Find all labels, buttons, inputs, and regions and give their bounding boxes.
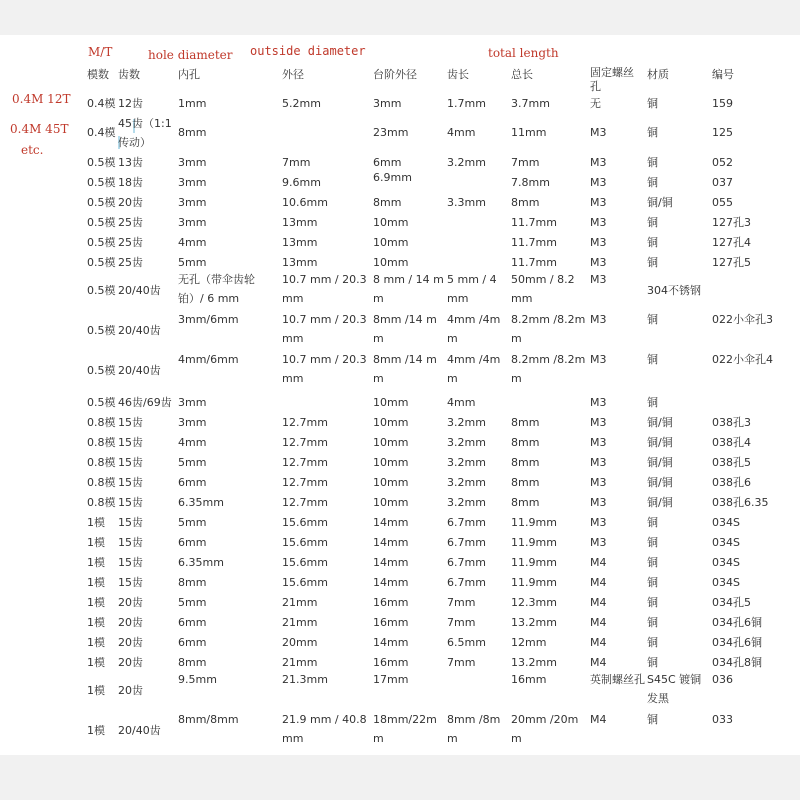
annotation-hole-diameter: hole diameter — [148, 48, 233, 62]
cell-tooth-length: 6.7mm — [447, 536, 486, 549]
cell-module: 0.8模 — [87, 476, 116, 489]
cell-set-screw: M4 — [590, 656, 607, 669]
cell-step-diameter: 14mm — [373, 576, 409, 589]
header-teeth: 齿数 — [118, 68, 140, 81]
cell-part-number: 034孔8铜 — [712, 656, 762, 669]
cell-tooth-length: 8mm /8mm — [447, 713, 501, 745]
cell-tooth-length: 3.2mm — [447, 156, 486, 169]
cell-teeth: 15齿 — [118, 556, 143, 569]
cell-teeth: 25齿 — [118, 256, 143, 269]
cell-bore: 5mm — [178, 256, 207, 269]
cell-tooth-length: 4mm — [447, 126, 476, 139]
cell-set-screw: M3 — [590, 353, 607, 366]
cell-tooth-length: 3.2mm — [447, 496, 486, 509]
cell-teeth: 25齿 — [118, 216, 143, 229]
cell-step-diameter: 8mm /14 mm — [373, 313, 437, 345]
cell-material: 铜/铜 — [647, 416, 673, 429]
cell-bore: 9.5mm — [178, 673, 217, 686]
annotation-total-length: total length — [488, 46, 559, 60]
header-total-length: 总长 — [511, 68, 533, 81]
cell-outer-diameter: 9.6mm — [282, 176, 321, 189]
cell-module: 0.5模 — [87, 396, 116, 409]
cell-total-length: 13.2mm — [511, 616, 557, 629]
cell-part-number: 052 — [712, 156, 733, 169]
cell-set-screw: M3 — [590, 273, 607, 286]
cell-part-number: 159 — [712, 97, 733, 110]
cell-outer-diameter: 21mm — [282, 616, 318, 629]
cell-part-number: 022小伞孔3 — [712, 313, 773, 326]
cell-outer-diameter: 13mm — [282, 216, 318, 229]
cell-teeth: 25齿 — [118, 236, 143, 249]
cell-teeth: 15齿 — [118, 476, 143, 489]
cell-bore: 3mm — [178, 196, 207, 209]
cell-material: 铜 — [647, 396, 658, 409]
annotation-outside-diameter: outside diameter — [250, 44, 366, 58]
cell-total-length: 13.2mm — [511, 656, 557, 669]
cell-total-length: 11.7mm — [511, 236, 557, 249]
cell-bore: 3mm — [178, 156, 207, 169]
cell-outer-diameter: 5.2mm — [282, 97, 321, 110]
cell-outer-diameter: 15.6mm — [282, 536, 328, 549]
header-material: 材质 — [647, 68, 669, 81]
cell-material: 铜 — [647, 576, 658, 589]
cell-tooth-length: 3.2mm — [447, 476, 486, 489]
cell-set-screw: M4 — [590, 636, 607, 649]
cell-part-number: 038孔3 — [712, 416, 751, 429]
cell-bore: 6mm — [178, 636, 207, 649]
cell-outer-diameter: 12.7mm — [282, 416, 328, 429]
cell-tooth-length: 5 mm / 4 mm — [447, 273, 497, 305]
cell-total-length: 11.9mm — [511, 516, 557, 529]
cell-bore: 3mm — [178, 396, 207, 409]
cell-step-diameter: 10mm — [373, 436, 409, 449]
cell-module: 0.5模 — [87, 196, 116, 209]
cell-total-length: 12mm — [511, 636, 547, 649]
cell-step-diameter: 17mm — [373, 673, 409, 686]
cell-part-number: 055 — [712, 196, 733, 209]
cell-outer-diameter: 12.7mm — [282, 456, 328, 469]
cell-teeth: 20齿 — [118, 196, 143, 209]
cell-outer-diameter: 15.6mm — [282, 576, 328, 589]
cell-total-length: 16mm — [511, 673, 547, 686]
cell-set-screw: M3 — [590, 476, 607, 489]
cell-teeth: 15齿 — [118, 416, 143, 429]
cell-step-diameter: 14mm — [373, 556, 409, 569]
cell-material: 铜/铜 — [647, 496, 673, 509]
cell-teeth: 15齿 — [118, 536, 143, 549]
cell-module: 0.8模 — [87, 416, 116, 429]
cell-bore: 6mm — [178, 476, 207, 489]
cell-module: 0.5模 — [87, 236, 116, 249]
cell-outer-diameter: 7mm — [282, 156, 311, 169]
cell-step-diameter: 8 mm / 14 mm — [373, 273, 444, 305]
cell-bore: 4mm — [178, 236, 207, 249]
cell-total-length: 20mm /20mm — [511, 713, 579, 745]
cell-material: 铜 — [647, 713, 658, 726]
cell-total-length: 8.2mm /8.2mm — [511, 313, 586, 345]
cell-bore: 8mm — [178, 576, 207, 589]
cell-module: 1模 — [87, 636, 105, 649]
cell-tooth-length: 1.7mm — [447, 97, 486, 110]
cell-step-diameter: 10mm — [373, 456, 409, 469]
cell-part-number: 034孔5 — [712, 596, 751, 609]
cell-teeth: 13齿 — [118, 156, 143, 169]
cell-module: 1模 — [87, 536, 105, 549]
cell-module: 0.8模 — [87, 496, 116, 509]
cell-total-length: 11.7mm — [511, 216, 557, 229]
cell-step-diameter: 10mm — [373, 476, 409, 489]
cell-module: 0.5模 — [87, 216, 116, 229]
cell-part-number: 034孔6铜 — [712, 616, 762, 629]
cell-tooth-length: 3.2mm — [447, 456, 486, 469]
cell-step-diameter: 16mm — [373, 616, 409, 629]
cell-material: 铜 — [647, 656, 658, 669]
cell-step-diameter: 10mm — [373, 416, 409, 429]
cell-material: 铜 — [647, 636, 658, 649]
cell-tooth-length: 7mm — [447, 616, 476, 629]
cell-part-number: 127孔4 — [712, 236, 751, 249]
cell-material: 铜 — [647, 256, 658, 269]
header-module: 模数 — [87, 68, 109, 81]
cell-module: 0.5模 — [87, 284, 116, 297]
cell-part-number: 038孔6 — [712, 476, 751, 489]
cell-step-diameter: 8mm /14 mm — [373, 353, 437, 385]
cell-step-diameter: 16mm — [373, 596, 409, 609]
cell-part-number: 033 — [712, 713, 733, 726]
cell-module: 0.5模 — [87, 256, 116, 269]
cell-set-screw: M3 — [590, 236, 607, 249]
cell-module: 1模 — [87, 684, 105, 697]
cell-set-screw: M4 — [590, 556, 607, 569]
cell-module: 0.8模 — [87, 456, 116, 469]
cell-bore: 6.35mm — [178, 556, 224, 569]
cell-set-screw: M4 — [590, 616, 607, 629]
cell-module: 1模 — [87, 656, 105, 669]
cell-total-length: 7.8mm — [511, 176, 550, 189]
cell-step-diameter: 23mm — [373, 126, 409, 139]
cell-material: 304不锈钢 — [647, 284, 701, 297]
cell-tooth-length: 3.3mm — [447, 196, 486, 209]
annotation-mt: M/T — [88, 45, 113, 59]
cell-step-diameter: 10mm — [373, 396, 409, 409]
header-step-diameter: 台阶外径 — [373, 68, 417, 81]
cell-tooth-length: 4mm — [447, 396, 476, 409]
cell-set-screw: 英制螺丝孔 — [590, 673, 645, 686]
cell-outer-diameter: 21mm — [282, 596, 318, 609]
cell-set-screw: M3 — [590, 516, 607, 529]
cell-outer-diameter: 12.7mm — [282, 476, 328, 489]
cell-set-screw: M4 — [590, 713, 607, 726]
annotation-example-2: 0.4M 45T — [10, 122, 69, 136]
cell-module: 0.5模 — [87, 324, 116, 337]
annotation-etc: etc. — [21, 143, 44, 157]
cell-module: 0.4模 — [87, 126, 116, 139]
cell-step-diameter: 10mm — [373, 216, 409, 229]
cell-material: 铜 — [647, 97, 658, 110]
cell-step-diameter: 3mm — [373, 97, 402, 110]
cell-teeth: 15齿 — [118, 516, 143, 529]
cell-set-screw: M3 — [590, 396, 607, 409]
cell-material: 铜 — [647, 353, 658, 366]
annotation-example-1: 0.4M 12T — [12, 92, 71, 106]
cell-set-screw: M3 — [590, 156, 607, 169]
cell-set-screw: M3 — [590, 416, 607, 429]
cell-total-length: 8mm — [511, 496, 540, 509]
cell-tooth-length: 6.5mm — [447, 636, 486, 649]
cell-module: 0.5模 — [87, 156, 116, 169]
cell-bore: 3mm — [178, 216, 207, 229]
cell-teeth: 20/40齿 — [118, 284, 161, 297]
cell-step-diameter: 6.9mm — [373, 171, 412, 184]
cell-material: 铜 — [647, 616, 658, 629]
cell-material: S45C 镀铜发黑 — [647, 673, 702, 705]
cell-teeth: 20/40齿 — [118, 724, 161, 737]
cell-teeth: 20齿 — [118, 616, 143, 629]
cell-total-length: 50mm / 8.2 mm — [511, 273, 575, 305]
cell-module: 1模 — [87, 556, 105, 569]
cell-material: 铜 — [647, 236, 658, 249]
cell-bore: 3mm/6mm — [178, 313, 239, 326]
cell-total-length: 11mm — [511, 126, 547, 139]
cell-total-length: 8mm — [511, 476, 540, 489]
cell-step-diameter: 10mm — [373, 496, 409, 509]
cell-module: 1模 — [87, 724, 105, 737]
cell-module: 0.5模 — [87, 176, 116, 189]
cell-total-length: 8mm — [511, 436, 540, 449]
header-tooth-length: 齿长 — [447, 68, 469, 81]
cell-bore: 6.35mm — [178, 496, 224, 509]
cell-teeth: 20齿 — [118, 596, 143, 609]
cell-total-length: 11.9mm — [511, 556, 557, 569]
cell-bore: 1mm — [178, 97, 207, 110]
cell-material: 铜 — [647, 176, 658, 189]
cell-teeth: 15齿 — [118, 496, 143, 509]
cell-step-diameter: 14mm — [373, 516, 409, 529]
cell-outer-diameter: 10.6mm — [282, 196, 328, 209]
cell-material: 铜 — [647, 516, 658, 529]
cell-teeth: 20齿 — [118, 656, 143, 669]
cell-total-length: 8mm — [511, 196, 540, 209]
cell-set-screw: M3 — [590, 216, 607, 229]
cell-module: 0.8模 — [87, 436, 116, 449]
cell-tooth-length: 3.2mm — [447, 416, 486, 429]
cell-total-length: 11.7mm — [511, 256, 557, 269]
cell-total-length: 8mm — [511, 416, 540, 429]
cell-total-length: 3.7mm — [511, 97, 550, 110]
cell-tooth-length: 3.2mm — [447, 436, 486, 449]
cell-outer-diameter: 10.7 mm / 20.3mm — [282, 313, 367, 345]
cell-tooth-length: 7mm — [447, 656, 476, 669]
cell-part-number: 036 — [712, 673, 733, 686]
cell-part-number: 022小伞孔4 — [712, 353, 773, 366]
cell-set-screw: M3 — [590, 126, 607, 139]
cell-material: 铜 — [647, 596, 658, 609]
cell-outer-diameter: 21.3mm — [282, 673, 328, 686]
cell-material: 铜/铜 — [647, 436, 673, 449]
cell-set-screw: M3 — [590, 436, 607, 449]
cell-part-number: 038孔4 — [712, 436, 751, 449]
cell-module: 0.4模 — [87, 97, 116, 110]
cell-bore: 3mm — [178, 416, 207, 429]
cell-material: 铜 — [647, 126, 658, 139]
cell-material: 铜 — [647, 313, 658, 326]
cell-module: 1模 — [87, 576, 105, 589]
cell-part-number: 127孔3 — [712, 216, 751, 229]
cell-teeth: 46齿/69齿 — [118, 396, 172, 409]
cell-teeth: 18齿 — [118, 176, 143, 189]
cell-bore: 无孔（带伞齿轮铂）/ 6 mm — [178, 273, 255, 305]
cell-tooth-length: 6.7mm — [447, 576, 486, 589]
cell-outer-diameter: 21mm — [282, 656, 318, 669]
cell-set-screw: M3 — [590, 256, 607, 269]
cell-teeth: 12齿 — [118, 97, 143, 110]
cell-module: 0.5模 — [87, 364, 116, 377]
cell-total-length: 7mm — [511, 156, 540, 169]
cell-set-screw: M4 — [590, 576, 607, 589]
cell-tooth-length: 6.7mm — [447, 556, 486, 569]
cell-set-screw: M3 — [590, 176, 607, 189]
cell-material: 铜 — [647, 216, 658, 229]
cell-teeth: 15齿 — [118, 456, 143, 469]
cell-outer-diameter: 13mm — [282, 256, 318, 269]
cell-bore: 6mm — [178, 616, 207, 629]
cell-tooth-length: 7mm — [447, 596, 476, 609]
cell-total-length: 8.2mm /8.2mm — [511, 353, 586, 385]
cell-step-diameter: 10mm — [373, 236, 409, 249]
cell-tooth-length: 4mm /4mm — [447, 353, 501, 385]
cell-bore: 6mm — [178, 536, 207, 549]
cell-outer-diameter: 12.7mm — [282, 436, 328, 449]
cell-material: 铜/铜 — [647, 476, 673, 489]
header-part-number: 编号 — [712, 68, 734, 81]
cell-part-number: 034S — [712, 536, 740, 549]
cell-set-screw: M3 — [590, 496, 607, 509]
cell-set-screw: 无 — [590, 97, 601, 110]
cell-teeth: 20/40齿 — [118, 364, 161, 377]
cell-set-screw: M4 — [590, 596, 607, 609]
cell-teeth: 20齿 — [118, 684, 143, 697]
cell-total-length: 11.9mm — [511, 536, 557, 549]
cell-step-diameter: 16mm — [373, 656, 409, 669]
cell-part-number: 125 — [712, 126, 733, 139]
cell-part-number: 034孔6铜 — [712, 636, 762, 649]
cell-bore: 5mm — [178, 516, 207, 529]
cell-bore: 4mm/6mm — [178, 353, 239, 366]
cell-part-number: 034S — [712, 516, 740, 529]
cell-outer-diameter: 15.6mm — [282, 556, 328, 569]
cell-material: 铜 — [647, 556, 658, 569]
cell-bore: 5mm — [178, 596, 207, 609]
cell-bore: 8mm/8mm — [178, 713, 239, 726]
cell-module: 1模 — [87, 596, 105, 609]
cell-material: 铜 — [647, 536, 658, 549]
cell-step-diameter: 6mm — [373, 156, 402, 169]
cell-tooth-length: 4mm /4mm — [447, 313, 501, 345]
cell-teeth: 45齿（1:1传动） — [118, 117, 172, 149]
cell-outer-diameter: 21.9 mm / 40.8 mm — [282, 713, 367, 745]
cell-outer-diameter: 10.7 mm / 20.3mm — [282, 353, 367, 385]
cell-total-length: 8mm — [511, 456, 540, 469]
cell-outer-diameter: 12.7mm — [282, 496, 328, 509]
cell-set-screw: M3 — [590, 456, 607, 469]
cell-part-number: 037 — [712, 176, 733, 189]
header-set-screw: 固定螺丝 孔 — [590, 66, 634, 93]
cell-outer-diameter: 13mm — [282, 236, 318, 249]
cell-total-length: 12.3mm — [511, 596, 557, 609]
cell-step-diameter: 14mm — [373, 536, 409, 549]
cell-module: 1模 — [87, 616, 105, 629]
cell-part-number: 034S — [712, 576, 740, 589]
cell-step-diameter: 8mm — [373, 196, 402, 209]
cell-part-number: 034S — [712, 556, 740, 569]
cell-outer-diameter: 10.7 mm / 20.3mm — [282, 273, 367, 305]
cell-part-number: 038孔6.35 — [712, 496, 769, 509]
cell-material: 铜 — [647, 156, 658, 169]
cell-total-length: 11.9mm — [511, 576, 557, 589]
cell-set-screw: M3 — [590, 313, 607, 326]
cell-part-number: 127孔5 — [712, 256, 751, 269]
cell-material: 铜/铜 — [647, 456, 673, 469]
header-outer-diameter: 外径 — [282, 68, 304, 81]
cell-tooth-length: 6.7mm — [447, 516, 486, 529]
cell-material: 铜/铜 — [647, 196, 673, 209]
cell-step-diameter: 14mm — [373, 636, 409, 649]
cell-set-screw: M3 — [590, 536, 607, 549]
cell-module: 1模 — [87, 516, 105, 529]
cell-bore: 4mm — [178, 436, 207, 449]
cell-set-screw: M3 — [590, 196, 607, 209]
cell-bore: 8mm — [178, 126, 207, 139]
cell-teeth: 15齿 — [118, 436, 143, 449]
cell-step-diameter: 10mm — [373, 256, 409, 269]
cell-teeth: 20/40齿 — [118, 324, 161, 337]
cell-teeth: 20齿 — [118, 636, 143, 649]
cell-outer-diameter: 15.6mm — [282, 516, 328, 529]
cell-part-number: 038孔5 — [712, 456, 751, 469]
cell-step-diameter: 18mm/22m m — [373, 713, 437, 745]
cell-bore: 8mm — [178, 656, 207, 669]
cell-bore: 5mm — [178, 456, 207, 469]
cell-outer-diameter: 20mm — [282, 636, 318, 649]
cell-bore: 3mm — [178, 176, 207, 189]
cell-teeth: 15齿 — [118, 576, 143, 589]
header-bore: 内孔 — [178, 68, 200, 81]
